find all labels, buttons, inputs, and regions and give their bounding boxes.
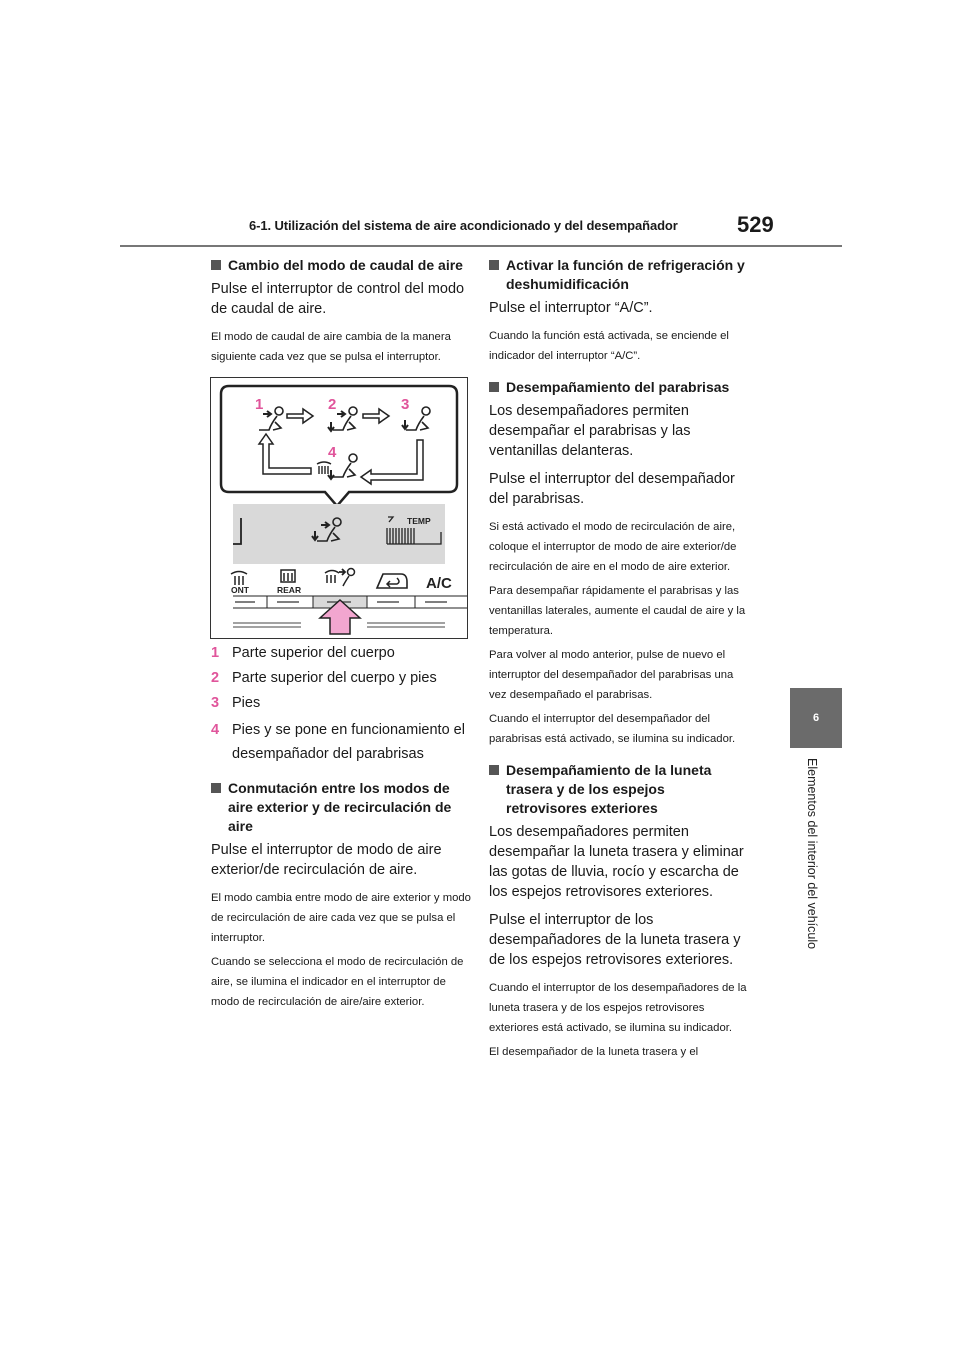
heading-recirculation: Conmutación entre los modos de aire exterior y de recirculación de aire: [211, 779, 471, 836]
page-number: 529: [737, 212, 774, 237]
note: El desempañador de la luneta trasera y el: [489, 1046, 699, 1058]
note: Cuando la función está activada, se enciende el indicador del interruptor “A/C”.: [489, 330, 729, 362]
legend-item: 2 Parte superior del cuerpo y pies: [211, 670, 437, 686]
paragraph: Pulse el interruptor de los desempañadores de la luneta trasera y de los espejos retrovisores exteriores.: [489, 912, 741, 968]
legend-item: 3 Pies: [211, 695, 261, 711]
note: Para volver al modo anterior, pulse de nuevo el interruptor del desempañador del parabrisas una vez desempañado el parabrisas.: [489, 649, 734, 701]
note: Cuando se selecciona el modo de recirculación de aire, se ilumina el indicador en el interruptor de modo de recirculación de aire/aire exterior.: [211, 956, 464, 1008]
heading-ac: Activar la función de refrigeración y deshumidificación: [489, 256, 749, 294]
heading-airflow-mode: Cambio del modo de caudal de aire: [211, 256, 471, 275]
paragraph: Pulse el interruptor de control del modo de caudal de aire.: [211, 281, 465, 317]
heading-rear-defrost: Desempañamiento de la luneta trasera y de los espejos retrovisores exteriores: [489, 761, 749, 818]
chapter-number: 6: [812, 712, 820, 724]
paragraph: Pulse el interruptor del desempañador del parabrisas.: [489, 471, 735, 507]
defrost-mode-icon: [325, 569, 355, 587]
bullet-square-icon: [211, 783, 221, 793]
front-defrost-icon: [231, 572, 247, 586]
rear-button-label: REAR: [277, 585, 302, 595]
legend-item: 1 Parte superior del cuerpo: [211, 645, 395, 661]
paragraph: Los desempañadores permiten desempañar el parabrisas y las ventanillas delanteras.: [489, 403, 691, 459]
recirculation-icon: [377, 574, 407, 588]
note: Cuando el interruptor de los desempañadores de la luneta trasera y de los espejos retrovisores exteriores está activado, se ilumina su indicador.: [489, 982, 747, 1034]
note: Si está activado el modo de recirculación de aire, coloque el interruptor de modo de aire exterior/de recirculación de aire en el modo de aire exterior.: [489, 521, 737, 573]
airflow-diagram: [211, 378, 467, 638]
paragraph: Los desempañadores permiten desempañar la luneta trasera y eliminar las gotas de lluvia, rocío y escarcha de los espejos retrovisores exteriores.: [489, 824, 744, 900]
section-title: 6-1. Utilización del sistema de aire acondicionado y del desempañador: [249, 218, 678, 233]
bullet-square-icon: [489, 382, 499, 392]
note: El modo de caudal de aire cambia de la manera siguiente cada vez que se pulsa el interruptor.: [211, 331, 451, 363]
right-column: [489, 256, 749, 1066]
note: Cuando el interruptor del desempañador del parabrisas está activado, se ilumina su indicador.: [489, 713, 736, 745]
mode-label-2: 2: [328, 396, 337, 413]
paragraph: Pulse el interruptor de modo de aire exterior/de recirculación de aire.: [211, 842, 442, 878]
header-rule: [120, 245, 842, 247]
bullet-square-icon: [489, 260, 499, 270]
airflow-mode-figure: [210, 377, 468, 639]
mode-label-1: 1: [255, 396, 264, 413]
rear-defrost-icon: [281, 570, 295, 582]
left-column: [211, 256, 471, 1016]
heading-windshield-defrost: Desempañamiento del parabrisas: [489, 378, 749, 397]
note: El modo cambia entre modo de aire exterior y modo de recirculación de aire cada vez que se pulsa el interruptor.: [211, 892, 471, 944]
mode-label-3: 3: [401, 396, 410, 413]
paragraph: Pulse el interruptor “A/C”.: [489, 300, 653, 316]
chapter-label: Elementos del interior del vehículo: [805, 758, 819, 950]
ac-button-label: A/C: [426, 575, 452, 592]
legend-item: 4 Pies y se pone en funcionamiento el desempañador del parabrisas: [211, 722, 465, 762]
mode-label-4: 4: [328, 444, 337, 461]
bullet-square-icon: [489, 765, 499, 775]
front-button-label: ONT: [231, 585, 249, 595]
display-panel: [233, 504, 445, 564]
bullet-square-icon: [211, 260, 221, 270]
note: Para desempañar rápidamente el parabrisas y las ventanillas laterales, aumente el caudal de aire y la temperatura.: [489, 585, 746, 637]
chapter-tab: [790, 688, 842, 748]
temp-label: TEMP: [407, 516, 431, 526]
